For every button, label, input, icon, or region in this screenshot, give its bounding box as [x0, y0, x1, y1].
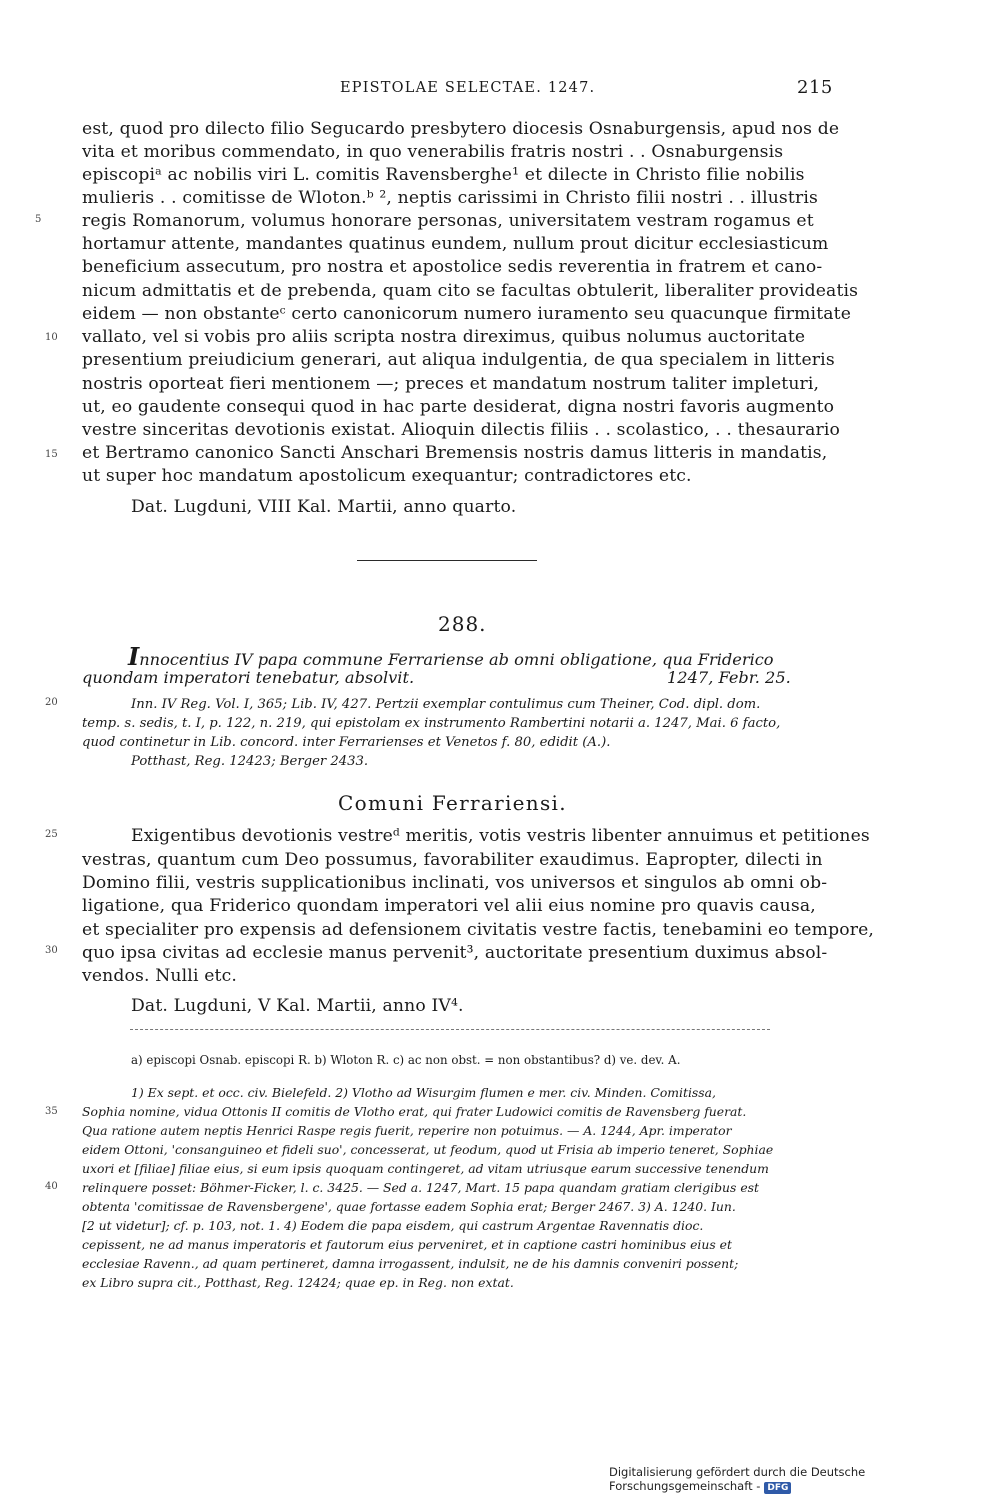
line-number: 25 [45, 829, 58, 840]
text-line: et Bertramo canonico Sancti Anschari Bremensis nostris damus litteris in mandatis, [82, 443, 828, 463]
page-number: 215 [797, 77, 833, 98]
apparatus-separator [130, 1029, 770, 1030]
text-line: regis Romanorum, volumus honorare personas, universitatem vestram rogamus et [82, 211, 814, 231]
apparatus-line: a) episcopi Osnab. episcopi R. b) Wloton R. c) ac non obst. = non obstantibus? d) ve. dev. A. [131, 1053, 681, 1067]
source-line: Potthast, Reg. 12423; Berger 2433. [131, 754, 369, 769]
line-number: 40 [45, 1181, 58, 1192]
line-number: 15 [45, 449, 58, 460]
dating-line: Dat. Lugduni, V Kal. Martii, anno IV⁴. [131, 996, 464, 1016]
footnote-line: Qua ratione autem neptis Henrici Raspe regis fuerit, reperire non potuimus. — A. 1244, Apr. imperator [82, 1123, 732, 1138]
regest-text: nnocentius IV papa commune Ferrariense ab omni obligatione, qua Friderico [139, 650, 774, 669]
regest-initial: I [128, 642, 140, 671]
text-line: vallato, vel si vobis pro aliis scripta nostra direximus, quibus nolumus auctoritate [82, 327, 806, 347]
text-line: nicum admittatis et de prebenda, quam cito se facultas obtulerit, liberaliter provideatis [82, 281, 859, 301]
text-line: episcopiᵃ ac nobilis viri L. comitis Ravensberghe¹ et dilecte in Christo filie nobilis [82, 165, 805, 185]
line-number: 20 [45, 697, 58, 708]
section-separator [357, 560, 537, 561]
text-line: vestre sinceritas devotionis existat. Alioquin dilectis filiis . . scolastico, . . thesaurario [82, 420, 841, 440]
text-line: beneficium assecutum, pro nostra et apostolice sedis reverentia in fratrem et cano- [82, 257, 823, 277]
source-line: Inn. IV Reg. Vol. I, 365; Lib. IV, 427. Pertzii exemplar contulimus cum Theiner, Cod. dipl. dom. [131, 697, 761, 712]
footnote-line: obtenta 'comitissae de Ravensbergene', quae fortasse eadem Sophia erat; Berger 2467. 3) A. 1240. Iun. [82, 1199, 736, 1214]
line-number: 5 [35, 214, 42, 225]
footnote-line: uxori et [filiae] filiae eius, si eum ipsis quoquam contingeret, ad vitam utriusque earum successive tenendum [82, 1161, 769, 1176]
line-number: 35 [45, 1106, 58, 1117]
footnote-line: ecclesiae Ravenn., ad quam pertineret, damna irrogassent, indulsit, ne de his damnis conveniri possent; [82, 1256, 739, 1271]
text-line: ut super hoc mandatum apostolicum exequantur; contradictores etc. [82, 466, 692, 486]
footnote-line: relinquere posset: Böhmer-Ficker, l. c. 3425. — Sed a. 1247, Mart. 15 papa quandam gratiam clerigibus est [82, 1180, 759, 1195]
text-line: ut, eo gaudente consequi quod in hac parte desiderat, digna nostri favoris augmento [82, 397, 835, 417]
text-line: est, quod pro dilecto filio Segucardo presbytero diocesis Osnaburgensis, apud nos de [82, 119, 840, 139]
text-line: vita et moribus commendato, in quo venerabilis fratris nostri . . Osnaburgensis [82, 142, 784, 162]
text-line: hortamur attente, mandantes quatinus eundem, nullum prout dicitur ecclesiasticum [82, 234, 829, 254]
text-line: vendos. Nulli etc. [82, 966, 237, 986]
line-number: 10 [45, 332, 58, 343]
letter-number: 288. [438, 612, 487, 636]
line-number: 30 [45, 945, 58, 956]
footnote-line: ex Libro supra cit., Potthast, Reg. 12424; quae ep. in Reg. non extat. [82, 1275, 514, 1290]
footnote-line: Sophia nomine, vidua Ottonis II comitis de Vlotho erat, qui frater Ludowici comitis de Ravensberg fuerat. [82, 1104, 747, 1119]
regest-date: 1247, Febr. 25. [667, 668, 791, 687]
credit-text: Digitalisierung gefördert durch die Deutsche Forschungsgemeinschaft - [609, 1465, 866, 1493]
text-line: quo ipsa civitas ad ecclesie manus pervenit³, auctoritate presentium duximus absol- [82, 943, 828, 963]
text-line: eidem — non obstanteᶜ certo canonicorum numero iuramento seu quacunque firmitate [82, 304, 852, 324]
text-line: presentium preiudicium generari, aut aliqua indulgentia, de qua specialem in litteris [82, 350, 835, 370]
text-line: ligatione, qua Friderico quondam imperatori vel alii eius nomine pro quavis causa, [82, 896, 816, 916]
regest-line: quondam imperatori tenebatur, absolvit. [82, 668, 415, 687]
text-line: vestras, quantum cum Deo possumus, favorabiliter exaudimus. Eapropter, dilecti in [82, 850, 823, 870]
text-line: et specialiter pro expensis ad defensionem civitatis vestre factis, tenebamini eo tempore, [82, 920, 875, 940]
regest-line [128, 642, 774, 671]
text-line: mulieris . . comitisse de Wloton.ᵇ ², neptis carissimi in Christo filii nostri . . illustris [82, 188, 818, 208]
text-line: Exigentibus devotionis vestreᵈ meritis, votis vestris libenter annuimus et petitiones [131, 826, 870, 846]
digitization-credit [609, 1465, 1000, 1494]
running-title: EPISTOLAE SELECTAE. 1247. [340, 80, 596, 96]
source-line: temp. s. sedis, t. I, p. 122, n. 219, qui epistolam ex instrumento Rambertini notarii a. 1247, Mai. 6 facto, [82, 716, 781, 731]
source-line: quod continetur in Lib. concord. inter Ferrarienses et Venetos f. 80, edidit (A.). [82, 735, 611, 750]
footnote-line: 1) Ex sept. et occ. civ. Bielefeld. 2) Vlotho ad Wisurgim flumen e mer. civ. Minden. Comitissa, [131, 1085, 716, 1100]
text-line: Domino filii, vestris supplicationibus inclinati, vos universos et singulos ab omni ob- [82, 873, 828, 893]
dfg-logo: DFG [764, 1482, 791, 1494]
footnote-line: eidem Ottoni, 'consanguineo et fideli suo', concesserat, ut feodum, quod ut Frisia ab imperio teneret, Sophiae [82, 1142, 774, 1157]
footnote-line: [2 ut videtur]; cf. p. 103, not. 1. 4) Eodem die papa eisdem, qui castrum Argentae Ravennatis dioc. [82, 1218, 704, 1233]
footnote-line: cepissent, ne ad manus imperatoris et fautorum eius perveniret, et in captione castri hominibus eius et [82, 1237, 732, 1252]
text-line: nostris oporteat fieri mentionem —; preces et mandatum nostrum taliter impleturi, [82, 374, 820, 394]
dating-line: Dat. Lugduni, VIII Kal. Martii, anno quarto. [131, 497, 517, 517]
address-heading: Comuni Ferrariensi. [338, 791, 567, 815]
